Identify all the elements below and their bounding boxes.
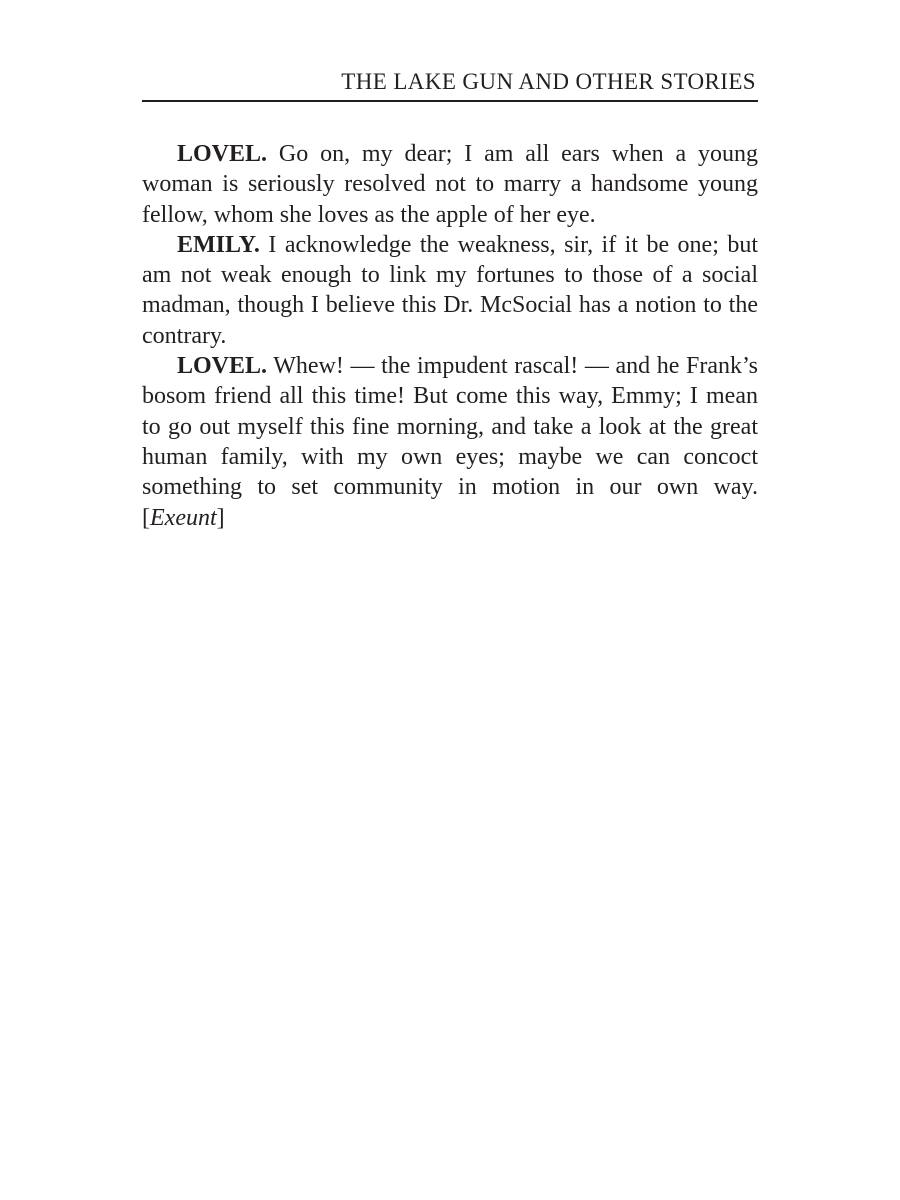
speech-text: Whew! — the impudent rascal! — and he Frank’s bosom friend all this time! But come this way, Emmy; I mean to go out myself this fine morning, and take a look at the great human family, with my own eyes; maybe we can concoct something to set community in motion in our own way. xyxy=(142,353,758,501)
speech-lovel-2: LOVEL. Whew! — the impudent rascal! — and he Frank’s bosom friend all this time! But come this way, Emmy; I mean to go out myself this fine morning, and take a look at the great human family, with my own eyes; maybe we can concoct something to set community in motion in our own way. [Exeunt] xyxy=(142,353,758,531)
speaker-name: LOVEL. xyxy=(177,353,268,380)
speech-text: Go on, my dear; I am all ears when a young woman is seriously resolved not to marry a handsome young fellow, whom she loves as the apple of her eye. xyxy=(142,141,758,228)
speaker-name: LOVEL. xyxy=(177,141,268,167)
speech-lovel-1 xyxy=(142,139,758,230)
play-text xyxy=(142,139,758,533)
speaker-name: EMILY. xyxy=(177,231,260,258)
stage-direction: Exeunt xyxy=(150,504,217,531)
page-header xyxy=(142,66,758,102)
speech-emily xyxy=(142,230,758,351)
speech-text: I acknowledge the weakness, sir, if it be one; but am not weak enough to link my fortunes to those of a social madman, though I believe this Dr. McSocial has a notion to the contrary. xyxy=(142,231,758,349)
running-title: THE LAKE GUN AND OTHER STORIES xyxy=(341,69,756,94)
